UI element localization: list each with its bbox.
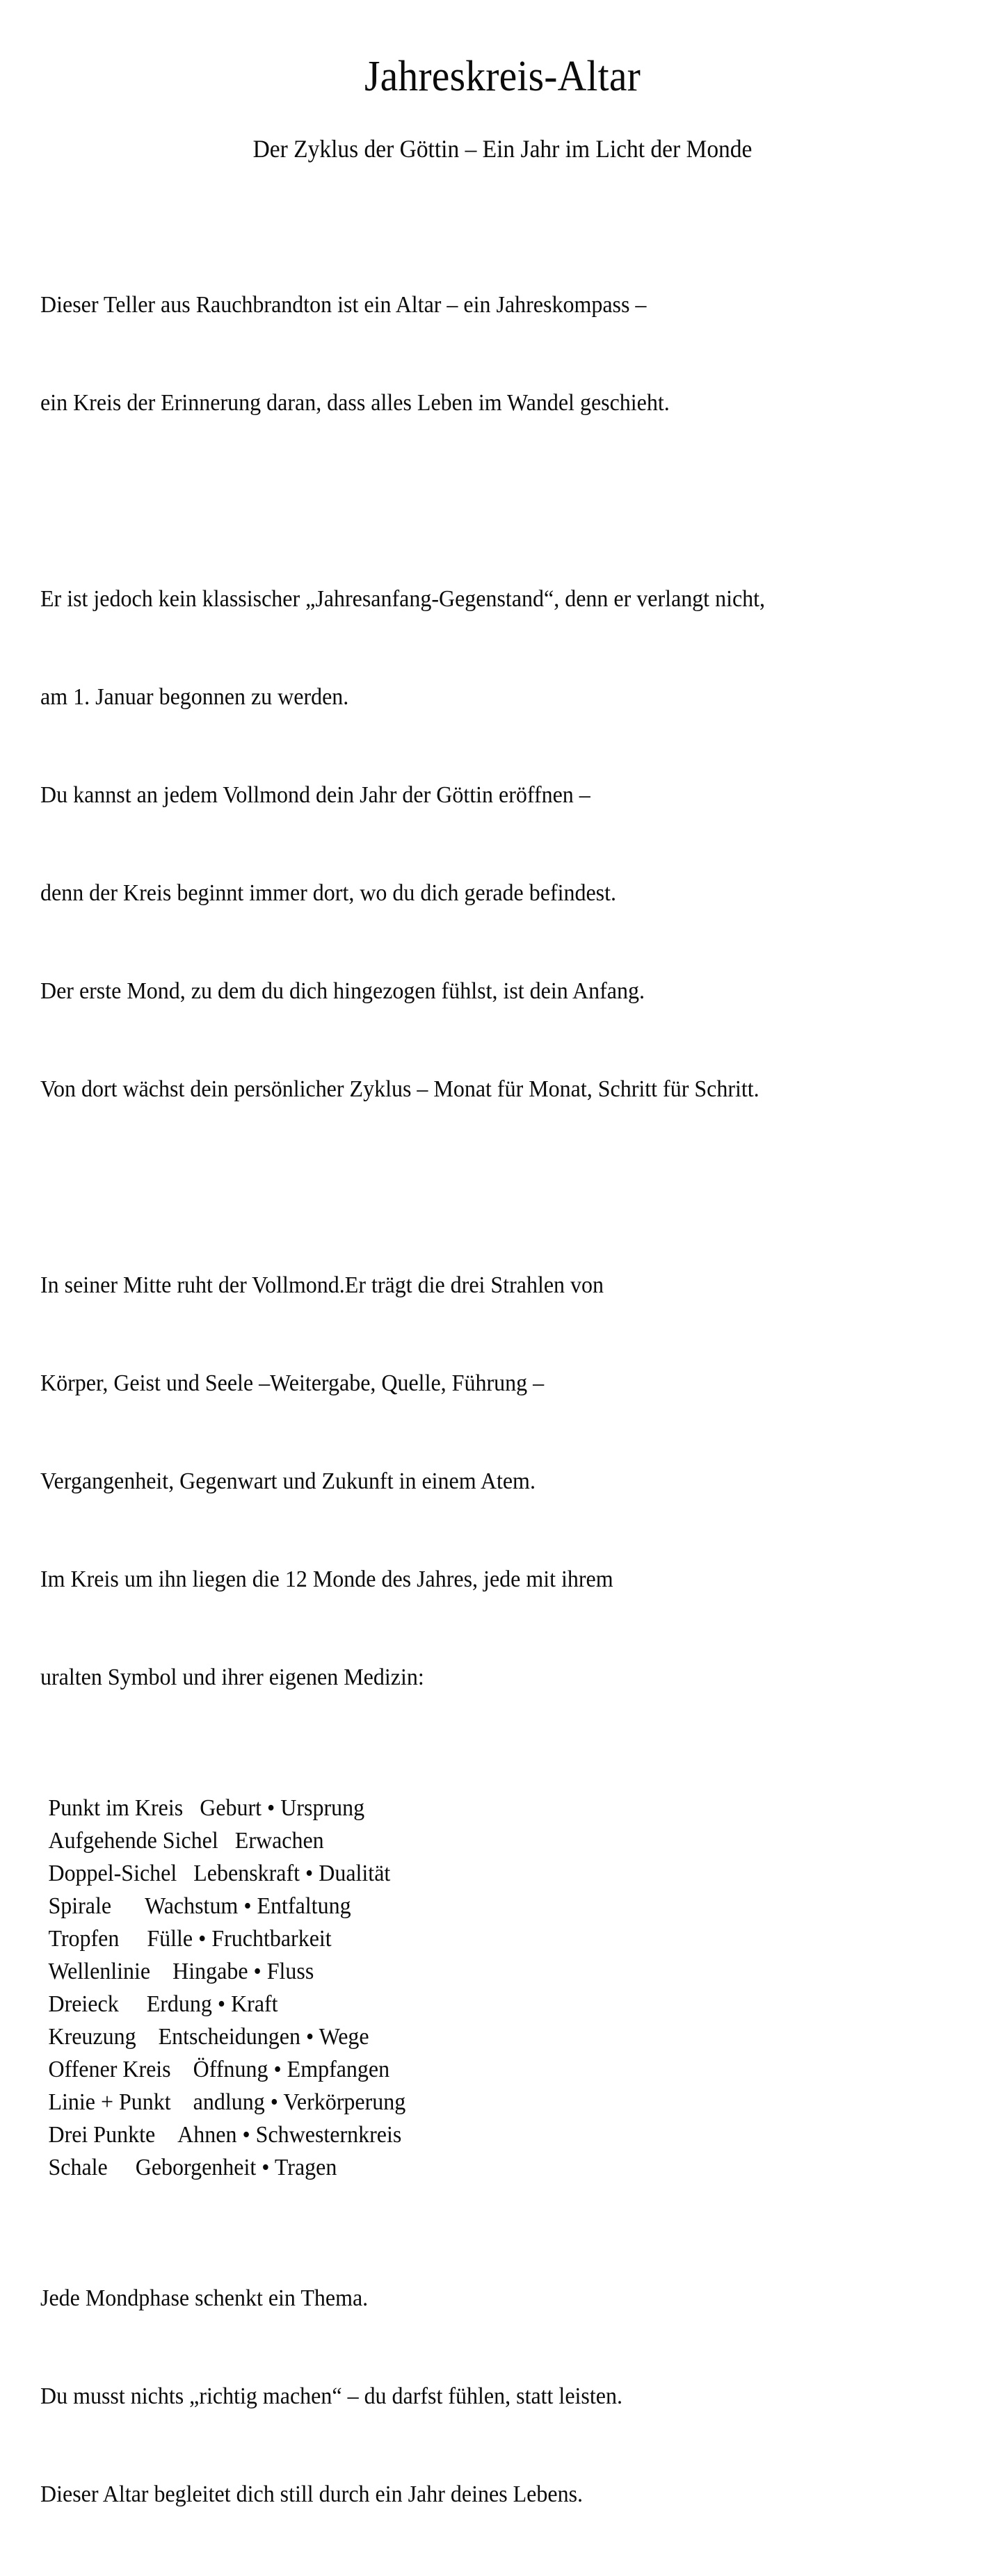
- symbol-meaning: Erwachen: [234, 1827, 324, 1854]
- symbol-gap: [108, 2151, 136, 2184]
- symbol-name: Spirale: [48, 1893, 112, 1919]
- symbol-meaning: Geburt • Ursprung: [200, 1795, 365, 1821]
- symbol-gap: [119, 1922, 147, 1955]
- symbol-meaning: Erdung • Kraft: [146, 1991, 278, 2017]
- page-subtitle: Der Zyklus der Göttin – Ein Jahr im Licht der Monde: [252, 135, 753, 163]
- symbol-meaning: Fülle • Fruchtbarkeit: [147, 1925, 332, 1952]
- list-item: [48, 1922, 935, 1955]
- symbol-gap: [171, 2053, 193, 2086]
- paragraph-center-line-5: uralten Symbol und ihrer eigenen Medizin:: [40, 1664, 424, 1690]
- paragraph-intro-line-2: ein Kreis der Erinnerung daran, dass alles Leben im Wandel geschieht.: [40, 389, 670, 416]
- paragraph-beginning-line-3: Du kannst an jedem Vollmond dein Jahr der Göttin eröffnen –: [40, 781, 590, 808]
- symbol-gap: [183, 1792, 200, 1824]
- paragraph-center-line-2: Körper, Geist und Seele –Weitergabe, Quelle, Führung –: [40, 1370, 545, 1396]
- list-item: [48, 1890, 935, 1922]
- symbol-meaning: Hingabe • Fluss: [172, 1958, 314, 1984]
- symbol-name: Tropfen: [48, 1925, 120, 1952]
- paragraph-center-line-3: Vergangenheit, Gegenwart und Zukunft in einem Atem.: [40, 1468, 536, 1494]
- symbol-meaning: Geborgenheit • Tragen: [135, 2154, 337, 2180]
- symbol-gap: [111, 1890, 145, 1922]
- paragraph-beginning: [40, 517, 935, 1171]
- list-item: [48, 1857, 935, 1890]
- symbol-name: Linie + Punkt: [48, 2089, 171, 2115]
- paragraph-beginning-line-4: denn der Kreis beginnt immer dort, wo du dich gerade befindest.: [40, 880, 617, 906]
- symbol-name: Punkt im Kreis: [48, 1795, 184, 1821]
- list-item: [48, 1792, 935, 1824]
- document-body: [0, 223, 1005, 2576]
- symbol-meaning: Lebenskraft • Dualität: [193, 1860, 391, 1886]
- symbol-meaning: andlung • Verkörperung: [193, 2089, 406, 2115]
- symbol-gap: [177, 1857, 193, 1890]
- symbol-name: Schale: [48, 2154, 108, 2180]
- symbol-meaning: Öffnung • Empfangen: [193, 2056, 390, 2082]
- list-item: [48, 1988, 935, 2020]
- symbol-meaning: Ahnen • Schwesternkreis: [177, 2121, 402, 2148]
- paragraph-center-line-4: Im Kreis um ihn liegen die 12 Monde des Jahres, jede mit ihrem: [40, 1566, 613, 1592]
- symbol-name: Drei Punkte: [48, 2121, 156, 2148]
- paragraph-beginning-line-1: Er ist jedoch kein klassischer „Jahresanfang-Gegenstand“, denn er verlangt nicht,: [40, 585, 766, 612]
- paragraph-closing-line-1: Jede Mondphase schenkt ein Thema.: [40, 2285, 369, 2311]
- symbol-name: Dreieck: [48, 1991, 119, 2017]
- symbol-meaning-list: [40, 1792, 935, 2184]
- paragraph-beginning-line-5: Der erste Mond, zu dem du dich hingezogen fühlst, ist dein Anfang.: [40, 978, 645, 1004]
- list-item: [48, 1955, 935, 1988]
- symbol-name: Aufgehende Sichel: [48, 1827, 218, 1854]
- symbol-meaning: Entscheidungen • Wege: [158, 2023, 369, 2050]
- symbol-name: Doppel-Sichel: [48, 1860, 177, 1886]
- list-item: [48, 2151, 935, 2184]
- list-item: [48, 2119, 935, 2151]
- symbol-gap: [150, 1955, 172, 1988]
- list-item: [48, 2020, 935, 2053]
- paragraph-beginning-line-2: am 1. Januar begonnen zu werden.: [40, 683, 349, 710]
- list-item: [48, 2053, 935, 2086]
- paragraph-intro: [40, 223, 935, 485]
- symbol-gap: [155, 2119, 177, 2151]
- symbol-name: Wellenlinie: [48, 1958, 151, 1984]
- symbol-name: Kreuzung: [48, 2023, 136, 2050]
- paragraph-closing-line-2: Du musst nichts „richtig machen“ – du darfst fühlen, statt leisten.: [40, 2383, 622, 2409]
- paragraph-center: [40, 1204, 935, 1759]
- paragraph-intro-line-1: Dieser Teller aus Rauchbrandton ist ein Altar – ein Jahreskompass –: [40, 291, 647, 318]
- paragraph-beginning-line-6: Von dort wächst dein persönlicher Zyklus – Monat für Monat, Schritt für Schritt.: [40, 1076, 759, 1102]
- symbol-name: Offener Kreis: [48, 2056, 171, 2082]
- symbol-meaning: Wachstum • Entfaltung: [145, 1893, 351, 1919]
- paragraph-closing-line-3: Dieser Altar begleitet dich still durch ein Jahr deines Lebens.: [40, 2481, 584, 2507]
- list-item: [48, 2086, 935, 2119]
- symbol-gap: [119, 1988, 147, 2020]
- list-item: [48, 1824, 935, 1857]
- symbol-gap: [218, 1824, 235, 1857]
- symbol-gap: [171, 2086, 193, 2119]
- paragraph-center-line-1: In seiner Mitte ruht der Vollmond.Er trägt die drei Strahlen von: [40, 1272, 604, 1298]
- symbol-gap: [136, 2020, 159, 2053]
- page-title: Jahreskreis-Altar: [364, 53, 641, 100]
- paragraph-closing: [40, 2217, 935, 2576]
